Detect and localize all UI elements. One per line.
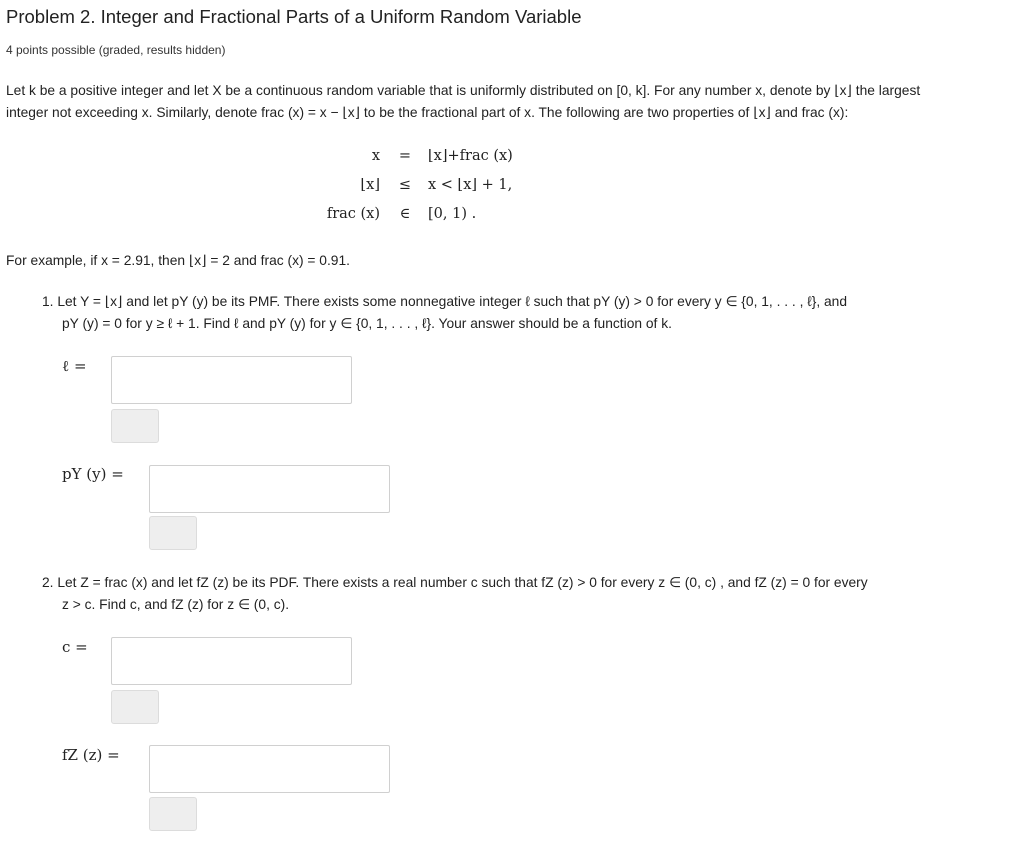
equation-operator: = bbox=[398, 148, 412, 164]
submit-button-l[interactable] bbox=[111, 409, 159, 443]
question-1-line-1: 1. Let Y = ⌊x⌋ and let pY (y) be its PMF. There exists some nonnegative integer ℓ such that pY (y) > 0 for every y ∈ {0, 1, . . . , ℓ}, and bbox=[42, 294, 848, 309]
equation-right: [0, 1) . bbox=[428, 206, 477, 222]
answer-input-c[interactable] bbox=[111, 637, 352, 685]
equation-right: x < ⌊x⌋ + 1, bbox=[428, 177, 513, 193]
intro-line-2: integer not exceeding x. Similarly, denote frac (x) = x − ⌊x⌋ to be the fractional part of x. The following are two properties of ⌊x⌋ and frac (x): bbox=[6, 105, 849, 120]
label-l: ℓ = bbox=[62, 357, 87, 375]
question-2-line-1: 2. Let Z = frac (x) and let fZ (z) be its PDF. There exists a real number c such that fZ (z) > 0 for every z ∈ (0, c) , and fZ (z) = 0 for every bbox=[42, 575, 868, 590]
answer-input-fz[interactable] bbox=[149, 745, 390, 793]
points-possible: 4 points possible (graded, results hidden) bbox=[6, 43, 226, 57]
equation-left: ⌊x⌋ bbox=[360, 177, 380, 193]
question-2-line-2: z > c. Find c, and fZ (z) for z ∈ (0, c). bbox=[62, 597, 290, 612]
equation-left: frac (x) bbox=[326, 206, 380, 222]
equation-operator: ≤ bbox=[398, 177, 412, 193]
problem-title: Problem 2. Integer and Fractional Parts of a Uniform Random Variable bbox=[6, 6, 582, 27]
label-c: c = bbox=[62, 638, 88, 656]
example-text: For example, if x = 2.91, then ⌊x⌋ = 2 and frac (x) = 0.91. bbox=[6, 253, 350, 268]
intro-line-1: Let k be a positive integer and let X be a continuous random variable that is uniformly distributed on [0, k]. For any number x, denote by ⌊x⌋ the largest bbox=[6, 83, 921, 98]
equation-operator: ∈ bbox=[399, 206, 411, 222]
equation-right: ⌊x⌋+frac (x) bbox=[428, 148, 513, 164]
submit-button-c[interactable] bbox=[111, 690, 159, 724]
label-py: pY (y) = bbox=[62, 465, 124, 483]
answer-input-py[interactable] bbox=[149, 465, 390, 513]
label-fz: fZ (z) = bbox=[62, 746, 120, 764]
submit-button-py[interactable] bbox=[149, 516, 197, 550]
submit-button-fz[interactable] bbox=[149, 797, 197, 831]
question-1-line-2: pY (y) = 0 for y ≥ ℓ + 1. Find ℓ and pY (y) for y ∈ {0, 1, . . . , ℓ}. Your answer should be a function of k. bbox=[62, 316, 672, 331]
answer-input-l[interactable] bbox=[111, 356, 352, 404]
equation-left: x bbox=[371, 148, 380, 164]
